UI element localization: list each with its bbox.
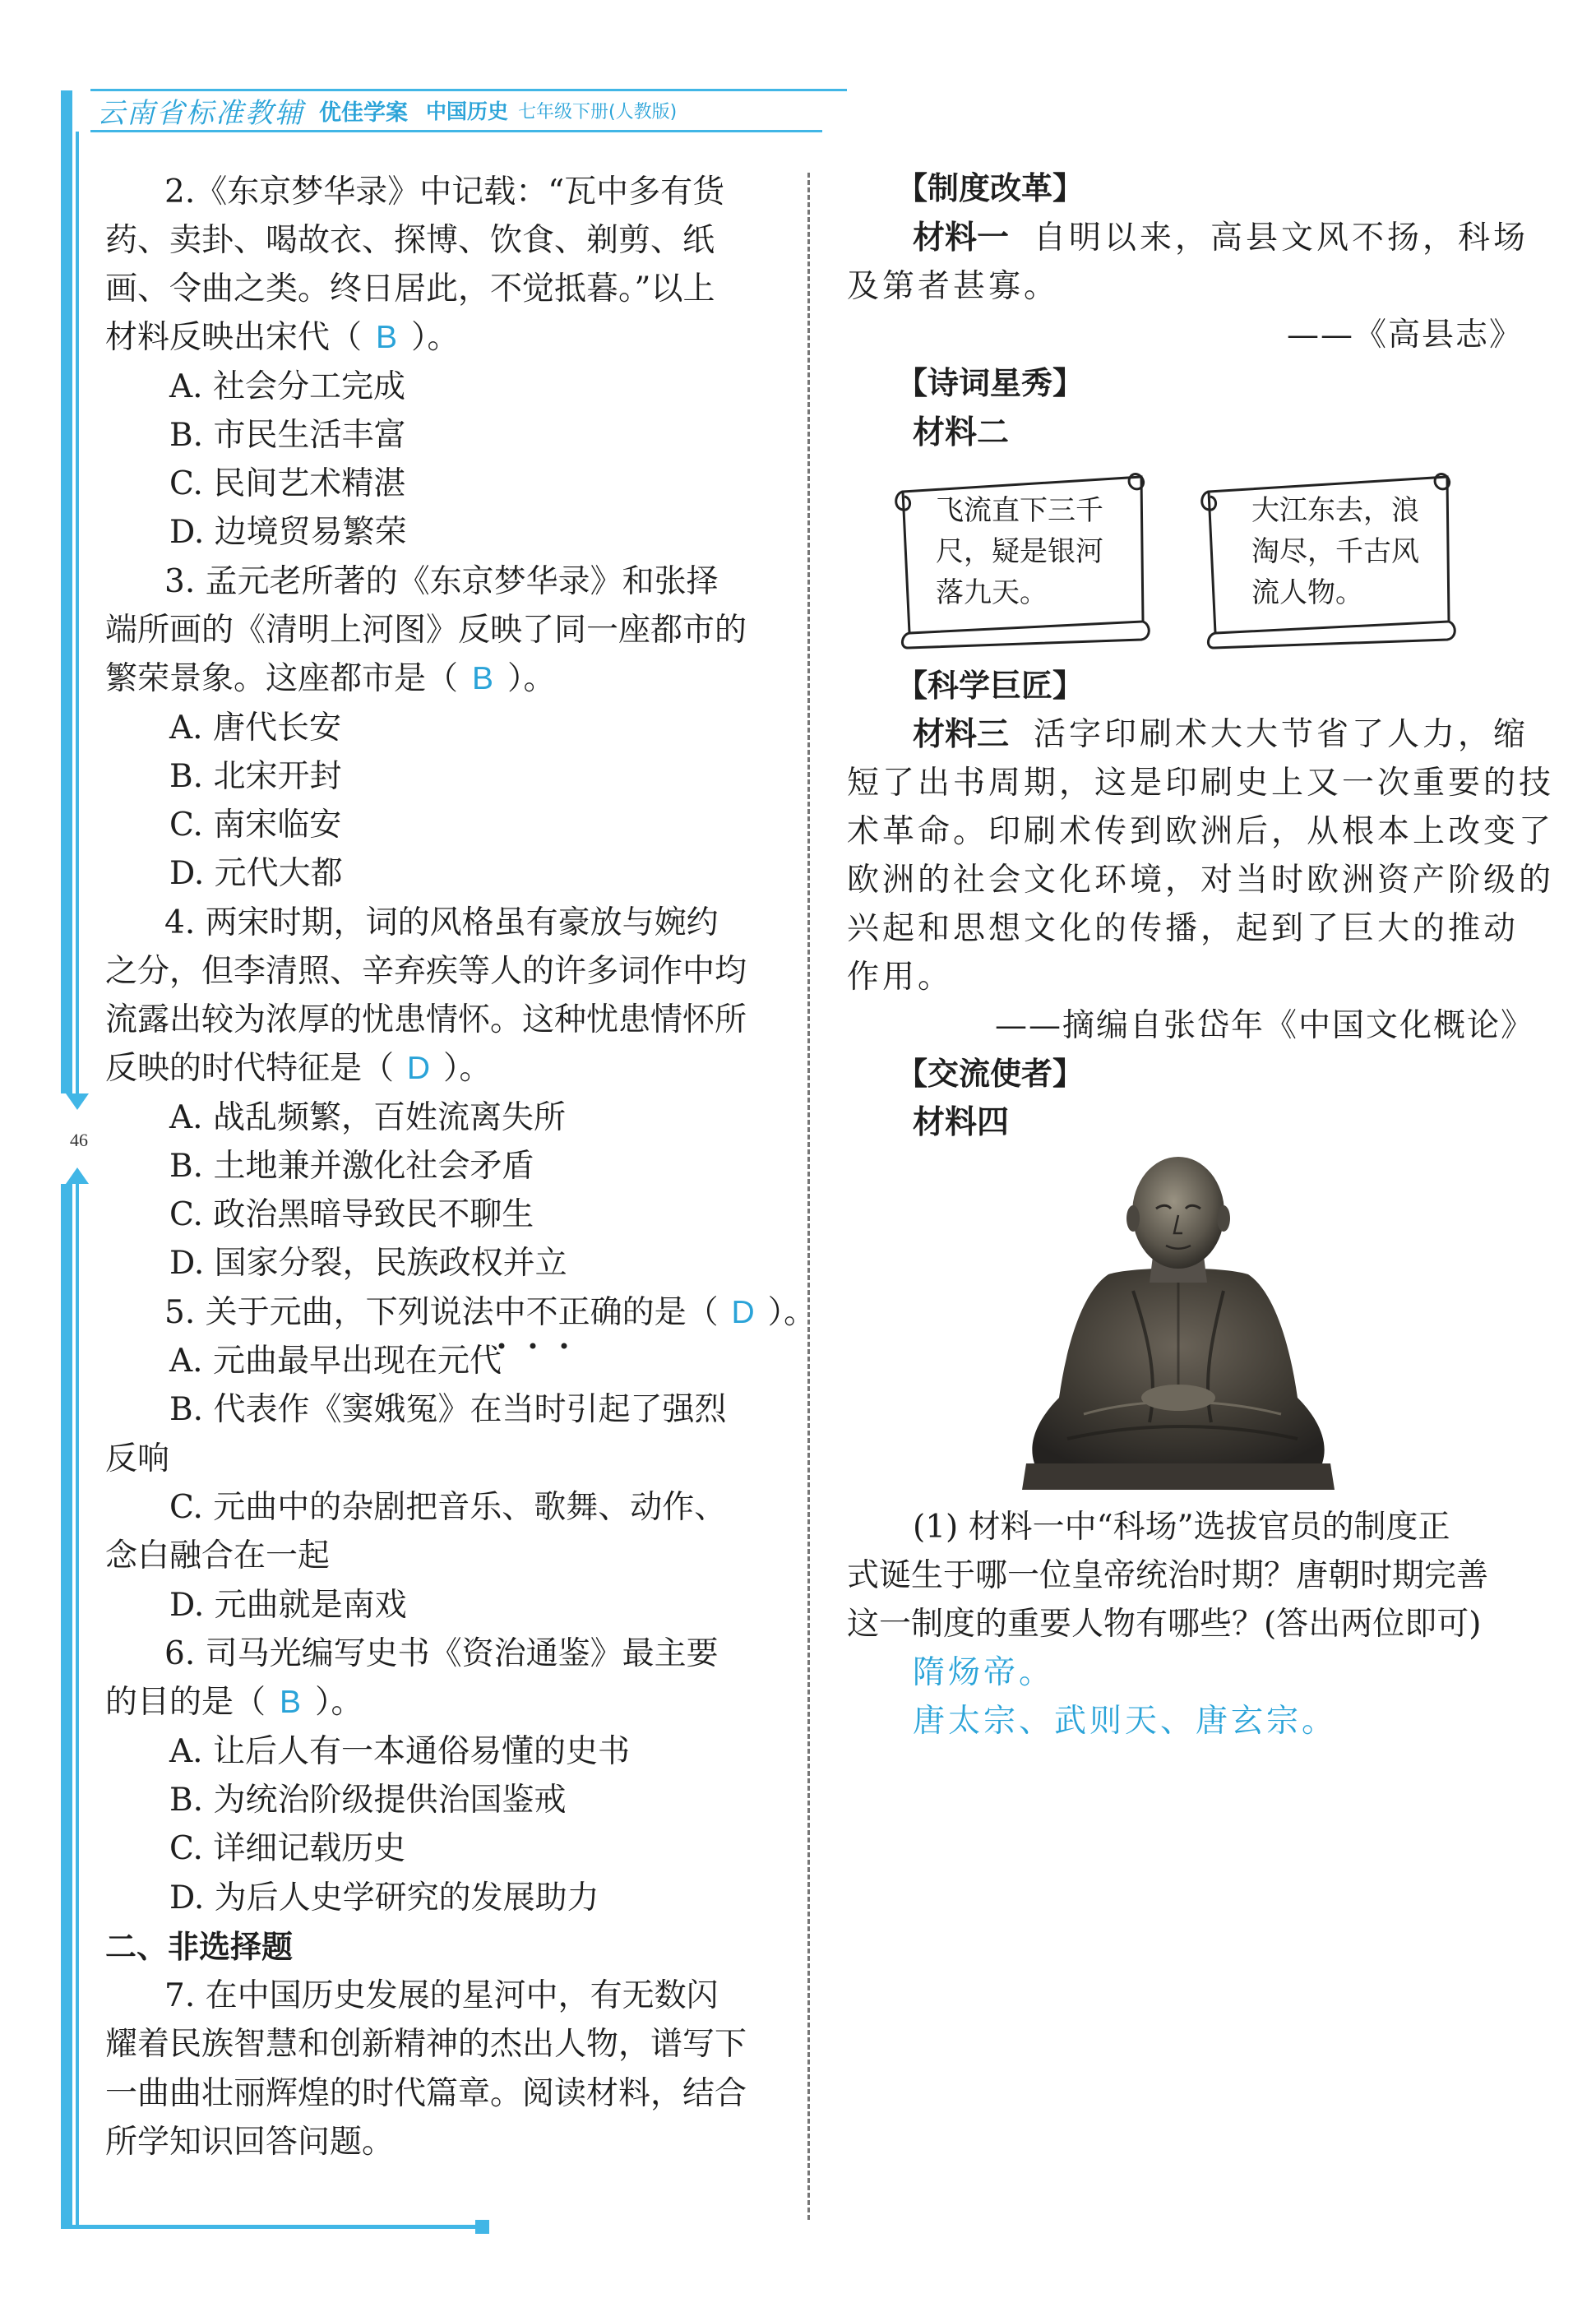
q6-stem: [105, 1684, 363, 1721]
scroll-1-line-1: 飞流直下三千: [936, 494, 1103, 527]
emphasis-dots: [493, 1338, 600, 1346]
q4-line-3: 流露出较为浓厚的忧患情怀。这种忧患情怀所: [105, 1001, 747, 1038]
material-3-text-5: 兴起和思想文化的传播，起到了巨大的推动: [847, 910, 1520, 947]
q7-line-3: 一曲曲壮丽辉煌的时代篇章。阅读材料，结合: [105, 2075, 747, 2112]
material-3-text-4: 欧洲的社会文化环境，对当时欧洲资产阶级的: [847, 862, 1555, 899]
material-1-text-1: 自明以来，高县文风不扬，科场: [1034, 220, 1529, 257]
material-1-label: 材料一: [913, 220, 1010, 257]
q3-option-b: B. 北宋开封: [169, 758, 342, 795]
q5-answer: D: [731, 1295, 755, 1330]
q3-option-c: C. 南宋临安: [169, 807, 342, 844]
q3-option-d: D. 元代大都: [169, 855, 343, 892]
scroll-1-line-3: 落九天。: [936, 576, 1048, 609]
q6-stem-after: ）。: [315, 1684, 363, 1721]
q4-option-a: A. 战乱频繁，百姓流离失所: [169, 1099, 566, 1136]
header-grade: 七年级下册(人教版): [518, 101, 678, 123]
q6-option-c: C. 详细记载历史: [169, 1830, 406, 1867]
header-series: 优佳学案: [319, 99, 408, 126]
q6-line-1: 6. 司马光编写史书《资治通鉴》最主要: [164, 1635, 719, 1672]
q2-stem-before: 材料反映出宋代（: [105, 319, 363, 356]
scroll-2-line-1: 大江东去，浪: [1251, 494, 1419, 527]
q2-option-d: D. 边境贸易繁荣: [169, 514, 407, 551]
material-2-label: 材料二: [913, 414, 1010, 451]
q3-stem-after: ）。: [507, 660, 556, 697]
q4-option-d: D. 国家分裂，民族政权并立: [169, 1245, 567, 1282]
q7-line-2: 耀着民族智慧和创新精神的杰出人物，谱写下: [105, 2026, 747, 2063]
q4-line-2: 之分，但李清照、辛弃疾等人的许多词作中均: [105, 953, 747, 990]
page-number: 46: [70, 1130, 88, 1150]
triangle-down-icon: [66, 1093, 89, 1110]
q2-line-1: 2.《东京梦华录》中记载：“瓦中多有货: [164, 173, 725, 210]
header-bottom-line: [90, 130, 822, 132]
q5-stem-after: ）。: [767, 1294, 817, 1331]
scroll-2-line-3: 流人物。: [1251, 576, 1363, 609]
q5-option-a: A. 元曲最早出现在元代: [169, 1343, 502, 1380]
material-3-text-6: 作用。: [847, 959, 954, 996]
q5-stem-before: 5. 关于元曲，下列说法中不正确的是（: [164, 1294, 719, 1331]
material-3-text-3: 术革命。印刷术传到欧洲后，从根本上改变了: [847, 813, 1555, 850]
material-1-source: ——《高县志》: [1287, 317, 1524, 354]
q2-answer: B: [376, 320, 398, 355]
column-divider: [807, 173, 810, 2220]
poem-scroll-2: [1192, 460, 1468, 658]
sub-question-1-line-2: 式诞生于哪一位皇帝统治时期？唐朝时期完善: [847, 1557, 1489, 1594]
material-1-text-2: 及第者甚寡。: [847, 268, 1060, 305]
q7-line-1: 7. 在中国历史发展的星河中，有无数闪: [164, 1977, 719, 2014]
q5-stem: [164, 1294, 817, 1331]
q3-line-1: 3. 孟元老所著的《东京梦华录》和张择: [164, 563, 719, 600]
q5-option-d: D. 元曲就是南戏: [169, 1587, 407, 1624]
section-science-masters: 【科学巨匠】: [896, 668, 1085, 704]
q6-stem-before: 的目的是（: [105, 1684, 266, 1721]
q4-answer: D: [406, 1051, 431, 1086]
header-subject: 中国历史: [426, 99, 509, 123]
material-3-source: ——摘编自张岱年《中国文化概论》: [995, 1007, 1535, 1044]
monk-statue-image: [1018, 1151, 1339, 1492]
q6-option-a: A. 让后人有一本通俗易懂的史书: [169, 1733, 630, 1770]
material-3-text-2: 短了出书周期，这是印刷史上又一次重要的技: [847, 765, 1555, 802]
q3-option-a: A. 唐代长安: [169, 710, 341, 747]
material-3-line-1: [913, 716, 1529, 753]
q3-answer: B: [472, 661, 494, 696]
section-2-heading: 二、非选择题: [105, 1929, 294, 1965]
q3-stem-before: 繁荣景象。这座都市是（: [105, 660, 459, 697]
section-exchange-envoys: 【交流使者】: [896, 1056, 1085, 1092]
q2-option-c: C. 民间艺术精湛: [169, 465, 406, 502]
q5-option-c-line-1: C. 元曲中的杂剧把音乐、歌舞、动作、: [169, 1489, 727, 1526]
answer-2: 唐太宗、武则天、唐玄宗。: [913, 1703, 1338, 1740]
material-1-line-1: [913, 220, 1529, 257]
scroll-2-line-2: 淘尽，千古风: [1251, 535, 1419, 568]
q2-stem-after: ）。: [411, 319, 460, 356]
q5-option-b-line-2: 反响: [105, 1440, 170, 1477]
q5-option-b-line-1: B. 代表作《窦娥冤》在当时引起了强烈: [169, 1391, 727, 1428]
scroll-1-line-2: 尺，疑是银河: [936, 535, 1103, 568]
q4-stem: [105, 1050, 492, 1087]
material-4-label: 材料四: [913, 1104, 1010, 1141]
q4-stem-after: ）。: [443, 1050, 492, 1087]
q4-stem-before: 反映的时代特征是（: [105, 1050, 395, 1087]
answer-1: 隋炀帝。: [913, 1654, 1055, 1691]
bottom-square-marker: [475, 2220, 489, 2234]
q3-line-2: 端所画的《清明上河图》反映了同一座都市的: [105, 612, 747, 649]
triangle-up-icon: [66, 1167, 89, 1184]
q7-line-4: 所学知识回答问题。: [105, 2124, 395, 2161]
q2-option-a: A. 社会分工完成: [169, 368, 405, 405]
q2-stem: [105, 321, 460, 354]
section-institutional-reform: 【制度改革】: [896, 170, 1085, 206]
q6-answer: B: [280, 1685, 302, 1720]
q6-option-b: B. 为统治阶级提供治国鉴戒: [169, 1782, 567, 1819]
q3-stem: [105, 660, 556, 697]
header-brand: 云南省标准教辅: [97, 96, 304, 130]
q4-option-c: C. 政治黑暗导致民不聊生: [169, 1196, 534, 1233]
material-3-label: 材料三: [913, 716, 1010, 753]
section-poetry-stars: 【诗词星秀】: [896, 365, 1085, 401]
material-3-text-1: 活字印刷术大大节省了人力，缩: [1034, 716, 1529, 753]
sub-question-1-line-1: (1) 材料一中“科场”选拔官员的制度正: [913, 1509, 1450, 1546]
q6-option-d: D. 为后人史学研究的发展助力: [169, 1879, 599, 1916]
bottom-border: [61, 2225, 480, 2229]
q4-line-1: 4. 两宋时期，词的风格虽有豪放与婉约: [164, 904, 719, 941]
q4-option-b: B. 土地兼并激化社会矛盾: [169, 1148, 534, 1185]
q2-line-3: 画、令曲之类。终日居此，不觉抵暮。”以上: [105, 270, 715, 307]
running-header: [97, 92, 677, 128]
sub-question-1-line-3: 这一制度的重要人物有哪些？(答出两位即可): [847, 1606, 1482, 1643]
q5-option-c-line-2: 念白融合在一起: [105, 1537, 331, 1574]
poem-scroll-1: [886, 460, 1162, 658]
page-number-box: [61, 1093, 97, 1184]
q2-option-b: B. 市民生活丰富: [169, 417, 406, 454]
q2-line-2: 药、卖卦、喝故衣、探博、饮食、剃剪、纸: [105, 222, 715, 259]
